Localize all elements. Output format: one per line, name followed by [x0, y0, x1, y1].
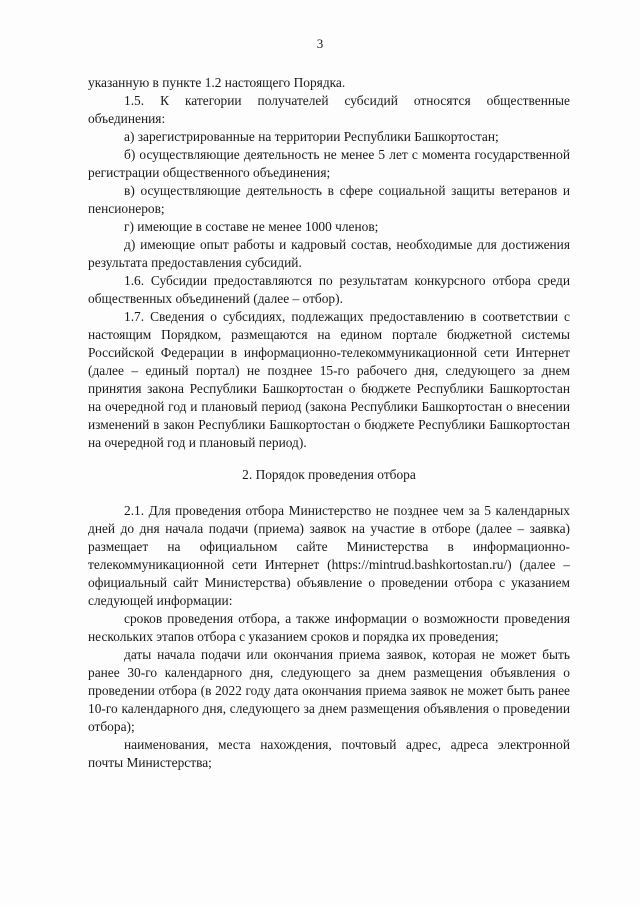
paragraph: б) осуществляющие деятельность не менее 5 лет с момента государственной регистрации общественного объединения; — [88, 147, 570, 180]
paragraph: д) имеющие опыт работы и кадровый состав, необходимые для достижения результата предоставления субсидий. — [88, 237, 570, 270]
page-number: 3 — [316, 36, 324, 51]
paragraph: наименования, места нахождения, почтовый адрес, адреса электронной почты Министерства; — [88, 737, 570, 770]
section-1-paragraphs — [88, 74, 570, 452]
section-2-paragraphs — [88, 502, 570, 772]
paragraph: 1.6. Субсидии предоставляются по результатам конкурсного отбора среди общественных объединений (далее – отбор). — [88, 273, 570, 306]
paragraph: 1.7. Сведения о субсидиях, подлежащих предоставлению в соответствии с настоящим Порядком, размещаются на едином портале бюджетной системы Российской Федерации в информационно-телекоммуникационной сети Интернет (далее – единый портал) не позднее 15-го рабочего дня, следующего за днем принятия закона Республики Башкортостан о бюджете Республики Башкортостан на очередной год и плановый период (закона Республики Башкортостан о внесении изменений в закон Республики Башкортостан о бюджете Республики Башкортостан на очередной год и плановый период). — [88, 309, 570, 450]
paragraph: г) имеющие в составе не менее 1000 членов; — [124, 219, 379, 234]
paragraph: 1.5. К категории получателей субсидий относятся общественные объединения: — [88, 93, 570, 126]
paragraph: а) зарегистрированные на территории Республики Башкортостан; — [124, 129, 499, 144]
paragraph: даты начала подачи или окончания приема заявок, которая не может быть ранее 30-го календарного дня, следующего за днем размещения объявления о проведении отбора (в 2022 году дата окончания приема заявок не может быть ранее 10-го календарного дня, следующего за днем размещения объявления о проведении отбора); — [88, 647, 570, 734]
section-heading: 2. Порядок проведения отбора — [242, 467, 416, 482]
paragraph: указанную в пункте 1.2 настоящего Порядка. — [88, 75, 346, 90]
paragraph: сроков проведения отбора, а также информации о возможности проведения нескольких этапов отбора с указанием сроков и порядка их проведения; — [88, 611, 570, 644]
paragraph: 2.1. Для проведения отбора Министерство не позднее чем за 5 календарных дней до дня начала подачи (приема) заявок на участие в отборе (далее – заявка) размещает на официальном сайте Министерства в информационно-телекоммуникационной сети Интернет (https://mintrud.bashkortostan.ru/) (далее – официальный сайт Министерства) объявление о проведении отбора с указанием следующей информации: — [88, 503, 570, 608]
paragraph: в) осуществляющие деятельность в сфере социальной защиты ветеранов и пенсионеров; — [88, 183, 570, 216]
document-body — [88, 74, 570, 772]
